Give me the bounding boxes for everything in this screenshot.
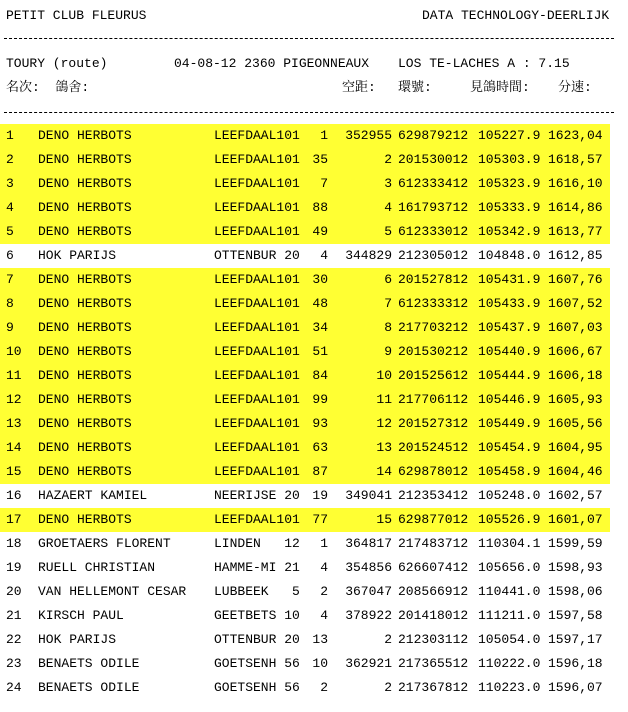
cell-count: 84 — [312, 368, 328, 383]
release-time: LOS TE-LACHES A : 7.15 — [398, 56, 570, 71]
cell-rank: 15 — [6, 464, 22, 479]
col-speed: 分速: — [558, 80, 592, 95]
cell-order: 8 — [384, 320, 392, 335]
cell-distance: 349041 — [345, 488, 392, 503]
table-row — [0, 556, 610, 580]
cell-distance: 378922 — [345, 608, 392, 623]
cell-speed: 1606,18 — [548, 368, 603, 383]
cell-location: OTTENBUR 20 — [214, 632, 300, 647]
cell-speed: 1601,07 — [548, 512, 603, 527]
cell-time: 105227.9 — [478, 128, 541, 143]
cell-ring: 217703212 — [398, 320, 469, 335]
cell-ring: 161793712 — [398, 200, 469, 215]
col-ring: 環號: — [398, 80, 432, 95]
cell-owner: DENO HERBOTS — [38, 392, 132, 407]
cell-rank: 3 — [6, 176, 14, 191]
cell-location: LEEFDAAL101 — [214, 272, 300, 287]
cell-owner: BENAETS ODILE — [38, 656, 140, 671]
cell-rank: 17 — [6, 512, 22, 527]
cell-ring: 201530212 — [398, 344, 469, 359]
cell-order: 10 — [376, 368, 392, 383]
cell-count: 1 — [320, 128, 328, 143]
cell-order: 6 — [384, 272, 392, 287]
cell-location: LEEFDAAL101 — [214, 512, 300, 527]
cell-speed: 1597,17 — [548, 632, 603, 647]
race-name: TOURY (route) — [6, 56, 108, 71]
cell-distance: 344829 — [345, 248, 392, 263]
cell-rank: 6 — [6, 248, 14, 263]
table-row — [0, 412, 610, 436]
cell-owner: DENO HERBOTS — [38, 368, 132, 383]
cell-location: LEEFDAAL101 — [214, 416, 300, 431]
race-info: 04-08-12 2360 PIGEONNEAUX — [174, 56, 370, 71]
cell-count: 35 — [312, 152, 328, 167]
cell-location: LEEFDAAL101 — [214, 128, 300, 143]
table-row — [0, 676, 610, 700]
cell-ring: 201527312 — [398, 416, 469, 431]
cell-rank: 4 — [6, 200, 14, 215]
cell-order: 5 — [384, 224, 392, 239]
cell-order: 2 — [384, 152, 392, 167]
cell-time: 110223.0 — [478, 680, 541, 695]
cell-rank: 16 — [6, 488, 22, 503]
cell-rank: 1 — [6, 128, 14, 143]
cell-speed: 1612,85 — [548, 248, 603, 263]
cell-time: 111211.0 — [478, 608, 541, 623]
cell-location: LEEFDAAL101 — [214, 320, 300, 335]
cell-rank: 13 — [6, 416, 22, 431]
cell-speed: 1598,93 — [548, 560, 603, 575]
cell-count: 4 — [320, 248, 328, 263]
cell-speed: 1596,18 — [548, 656, 603, 671]
cell-owner: DENO HERBOTS — [38, 176, 132, 191]
cell-rank: 23 — [6, 656, 22, 671]
table-row — [0, 628, 610, 652]
cell-count: 87 — [312, 464, 328, 479]
cell-time: 110441.0 — [478, 584, 541, 599]
table-row — [0, 460, 610, 484]
table-row — [0, 244, 610, 268]
cell-owner: KIRSCH PAUL — [38, 608, 124, 623]
cell-owner: DENO HERBOTS — [38, 200, 132, 215]
cell-rank: 21 — [6, 608, 22, 623]
cell-order: 2 — [384, 632, 392, 647]
cell-time: 105440.9 — [478, 344, 541, 359]
cell-order: 3 — [384, 176, 392, 191]
cell-speed: 1607,76 — [548, 272, 603, 287]
table-row — [0, 388, 610, 412]
cell-speed: 1605,56 — [548, 416, 603, 431]
table-row — [0, 436, 610, 460]
cell-time: 105526.9 — [478, 512, 541, 527]
cell-speed: 1602,57 — [548, 488, 603, 503]
column-headers — [0, 76, 628, 100]
cell-owner: DENO HERBOTS — [38, 344, 132, 359]
cell-location: GEETBETS 10 — [214, 608, 300, 623]
cell-time: 105437.9 — [478, 320, 541, 335]
cell-location: LEEFDAAL101 — [214, 200, 300, 215]
table-row — [0, 172, 610, 196]
cell-distance: 354856 — [345, 560, 392, 575]
cell-time: 105342.9 — [478, 224, 541, 239]
cell-owner: DENO HERBOTS — [38, 296, 132, 311]
cell-location: GOETSENH 56 — [214, 680, 300, 695]
cell-count: 2 — [320, 584, 328, 599]
cell-location: LEEFDAAL101 — [214, 440, 300, 455]
cell-owner: DENO HERBOTS — [38, 224, 132, 239]
cell-ring: 629877012 — [398, 512, 469, 527]
cell-owner: DENO HERBOTS — [38, 512, 132, 527]
cell-order: 11 — [376, 392, 392, 407]
table-row — [0, 316, 610, 340]
table-row — [0, 196, 610, 220]
col-rank-owner: 名次: 鴿舍: — [6, 80, 90, 95]
cell-time: 105431.9 — [478, 272, 541, 287]
cell-order: 14 — [376, 464, 392, 479]
cell-count: 10 — [312, 656, 328, 671]
cell-time: 105248.0 — [478, 488, 541, 503]
cell-location: LEEFDAAL101 — [214, 176, 300, 191]
cell-speed: 1606,67 — [548, 344, 603, 359]
cell-location: LEEFDAAL101 — [214, 392, 300, 407]
cell-count: 49 — [312, 224, 328, 239]
cell-ring: 612333412 — [398, 176, 469, 191]
cell-order: 7 — [384, 296, 392, 311]
table-row — [0, 652, 610, 676]
cell-distance: 364817 — [345, 536, 392, 551]
cell-speed: 1604,46 — [548, 464, 603, 479]
cell-time: 105303.9 — [478, 152, 541, 167]
cell-owner: RUELL CHRISTIAN — [38, 560, 156, 575]
cell-owner: GROETAERS FLORENT — [38, 536, 171, 551]
cell-rank: 9 — [6, 320, 14, 335]
cell-time: 105458.9 — [478, 464, 541, 479]
cell-rank: 12 — [6, 392, 22, 407]
cell-count: 48 — [312, 296, 328, 311]
cell-rank: 7 — [6, 272, 14, 287]
cell-count: 1 — [320, 536, 328, 551]
cell-rank: 14 — [6, 440, 22, 455]
cell-location: HAMME-MI 21 — [214, 560, 300, 575]
col-distance: 空距: — [342, 80, 376, 95]
cell-rank: 8 — [6, 296, 14, 311]
table-row — [0, 220, 610, 244]
table-row — [0, 604, 610, 628]
cell-order: 9 — [384, 344, 392, 359]
cell-speed: 1604,95 — [548, 440, 603, 455]
cell-location: LEEFDAAL101 — [214, 464, 300, 479]
table-row — [0, 532, 610, 556]
cell-location: LEEFDAAL101 — [214, 224, 300, 239]
header-line-2 — [0, 52, 628, 76]
cell-rank: 10 — [6, 344, 22, 359]
cell-count: 99 — [312, 392, 328, 407]
cell-time: 110222.0 — [478, 656, 541, 671]
cell-count: 19 — [312, 488, 328, 503]
cell-ring: 626607412 — [398, 560, 469, 575]
cell-owner: HOK PARIJS — [38, 632, 117, 647]
company-name: DATA TECHNOLOGY-DEERLIJK — [422, 8, 610, 23]
cell-owner: DENO HERBOTS — [38, 416, 132, 431]
cell-order: 4 — [384, 200, 392, 215]
cell-speed: 1616,10 — [548, 176, 603, 191]
separator-bottom — [4, 112, 614, 113]
header-line-1 — [0, 4, 628, 28]
cell-count: 88 — [312, 200, 328, 215]
cell-count: 93 — [312, 416, 328, 431]
cell-ring: 612333312 — [398, 296, 469, 311]
cell-owner: DENO HERBOTS — [38, 272, 132, 287]
cell-location: GOETSENH 56 — [214, 656, 300, 671]
cell-rank: 2 — [6, 152, 14, 167]
cell-ring: 217365512 — [398, 656, 469, 671]
cell-time: 105449.9 — [478, 416, 541, 431]
cell-distance: 362921 — [345, 656, 392, 671]
cell-count: 4 — [320, 608, 328, 623]
cell-owner: DENO HERBOTS — [38, 128, 132, 143]
cell-speed: 1605,93 — [548, 392, 603, 407]
cell-owner: HOK PARIJS — [38, 248, 117, 263]
cell-ring: 217706112 — [398, 392, 469, 407]
cell-time: 105446.9 — [478, 392, 541, 407]
cell-location: LEEFDAAL101 — [214, 344, 300, 359]
cell-ring: 212305012 — [398, 248, 469, 263]
cell-location: OTTENBUR 20 — [214, 248, 300, 263]
cell-owner: DENO HERBOTS — [38, 464, 132, 479]
cell-distance: 352955 — [345, 128, 392, 143]
cell-ring: 629878012 — [398, 464, 469, 479]
cell-speed: 1598,06 — [548, 584, 603, 599]
cell-rank: 20 — [6, 584, 22, 599]
cell-count: 63 — [312, 440, 328, 455]
cell-ring: 201530012 — [398, 152, 469, 167]
cell-ring: 629879212 — [398, 128, 469, 143]
cell-location: NEERIJSE 20 — [214, 488, 300, 503]
cell-ring: 201527812 — [398, 272, 469, 287]
cell-ring: 212303112 — [398, 632, 469, 647]
cell-location: LEEFDAAL101 — [214, 368, 300, 383]
cell-ring: 201524512 — [398, 440, 469, 455]
cell-count: 34 — [312, 320, 328, 335]
cell-speed: 1596,07 — [548, 680, 603, 695]
cell-location: LEEFDAAL101 — [214, 152, 300, 167]
cell-owner: DENO HERBOTS — [38, 440, 132, 455]
cell-speed: 1597,58 — [548, 608, 603, 623]
cell-order: 15 — [376, 512, 392, 527]
cell-rank: 19 — [6, 560, 22, 575]
club-name: PETIT CLUB FLEURUS — [6, 8, 147, 23]
cell-ring: 201525612 — [398, 368, 469, 383]
cell-speed: 1607,52 — [548, 296, 603, 311]
cell-owner: DENO HERBOTS — [38, 152, 132, 167]
cell-owner: DENO HERBOTS — [38, 320, 132, 335]
cell-count: 4 — [320, 560, 328, 575]
cell-count: 2 — [320, 680, 328, 695]
cell-count: 77 — [312, 512, 328, 527]
cell-speed: 1607,03 — [548, 320, 603, 335]
table-row — [0, 340, 610, 364]
cell-time: 105444.9 — [478, 368, 541, 383]
table-row — [0, 124, 610, 148]
cell-owner: BENAETS ODILE — [38, 680, 140, 695]
cell-rank: 11 — [6, 368, 22, 383]
cell-rank: 22 — [6, 632, 22, 647]
table-row — [0, 364, 610, 388]
cell-time: 105333.9 — [478, 200, 541, 215]
cell-time: 110304.1 — [478, 536, 541, 551]
cell-speed: 1613,77 — [548, 224, 603, 239]
cell-ring: 201418012 — [398, 608, 469, 623]
table-row — [0, 580, 610, 604]
cell-time: 105433.9 — [478, 296, 541, 311]
cell-count: 51 — [312, 344, 328, 359]
cell-order: 12 — [376, 416, 392, 431]
cell-speed: 1623,04 — [548, 128, 603, 143]
cell-ring: 217483712 — [398, 536, 469, 551]
cell-owner: VAN HELLEMONT CESAR — [38, 584, 187, 599]
cell-location: LUBBEEK 5 — [214, 584, 300, 599]
cell-count: 30 — [312, 272, 328, 287]
cell-time: 105656.0 — [478, 560, 541, 575]
table-row — [0, 292, 610, 316]
cell-time: 105054.0 — [478, 632, 541, 647]
cell-time: 105323.9 — [478, 176, 541, 191]
cell-owner: HAZAERT KAMIEL — [38, 488, 148, 503]
cell-rank: 24 — [6, 680, 22, 695]
cell-speed: 1618,57 — [548, 152, 603, 167]
cell-order: 2 — [384, 680, 392, 695]
cell-ring: 212353412 — [398, 488, 469, 503]
separator-top — [4, 38, 614, 39]
cell-rank: 5 — [6, 224, 14, 239]
cell-count: 13 — [312, 632, 328, 647]
cell-order: 13 — [376, 440, 392, 455]
cell-location: LINDEN 12 — [214, 536, 300, 551]
table-row — [0, 268, 610, 292]
cell-ring: 612333012 — [398, 224, 469, 239]
cell-speed: 1599,59 — [548, 536, 603, 551]
table-row — [0, 148, 610, 172]
col-time: 見鴿時間: — [470, 80, 530, 95]
cell-count: 7 — [320, 176, 328, 191]
cell-ring: 208566912 — [398, 584, 469, 599]
cell-time: 105454.9 — [478, 440, 541, 455]
cell-time: 104848.0 — [478, 248, 541, 263]
cell-rank: 18 — [6, 536, 22, 551]
cell-location: LEEFDAAL101 — [214, 296, 300, 311]
cell-speed: 1614,86 — [548, 200, 603, 215]
cell-ring: 217367812 — [398, 680, 469, 695]
table-row — [0, 508, 610, 532]
table-row — [0, 484, 610, 508]
cell-distance: 367047 — [345, 584, 392, 599]
